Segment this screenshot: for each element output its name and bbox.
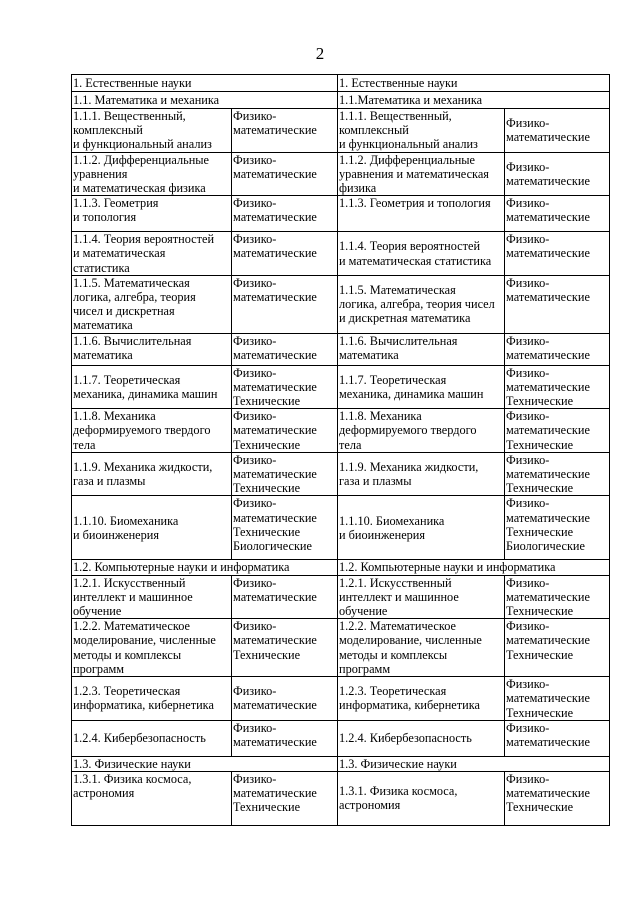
specialty-name-old: 1.1.6. Вычислительная математика bbox=[72, 333, 232, 365]
specialty-name-old: 1.2.1. Искусственный интеллект и машинное обучение bbox=[72, 575, 232, 619]
specialty-name-new: 1.1.5. Математическая логика, алгебра, теория чисел и дискретная математика bbox=[338, 275, 505, 333]
specialty-name-old: 1.1.2. Дифференциальные уравнения и математическая физика bbox=[72, 152, 232, 196]
table-row bbox=[72, 496, 610, 560]
table-row bbox=[72, 409, 610, 453]
specialty-name-new: 1.1.9. Механика жидкости, газа и плазмы bbox=[338, 452, 505, 496]
specialty-name-new: 1.1.2. Дифференциальные уравнения и математическая физика bbox=[338, 152, 505, 196]
specialty-name-new: 1.1.3. Геометрия и топология bbox=[338, 196, 505, 232]
science-branch-old: Физико- математические bbox=[232, 677, 338, 721]
science-branch-new: Физико- математические bbox=[505, 196, 610, 232]
table-row bbox=[72, 365, 610, 409]
section-row bbox=[72, 560, 610, 575]
table-body bbox=[72, 75, 610, 826]
specialty-name-new: 1.1.6. Вычислительная математика bbox=[338, 333, 505, 365]
science-branch-old: Физико- математические bbox=[232, 152, 338, 196]
science-branch-new: Физико- математические Технические bbox=[505, 365, 610, 409]
specialty-name-new: 1.1.8. Механика деформируемого твердого тела bbox=[338, 409, 505, 453]
science-branch-old: Физико- математические bbox=[232, 196, 338, 232]
specialty-name-new: 1.2.2. Математическое моделирование, численные методы и комплексы программ bbox=[338, 619, 505, 677]
section-row bbox=[72, 92, 610, 109]
science-branch-new: Физико- математические Технические bbox=[505, 677, 610, 721]
specialty-name-old: 1.1.1. Вещественный, комплексный и функциональный анализ bbox=[72, 109, 232, 153]
table-row bbox=[72, 575, 610, 619]
specialty-name-old: 1.2.4. Кибербезопасность bbox=[72, 720, 232, 756]
specialty-name-new: 1.1.4. Теория вероятностей и математическая статистика bbox=[338, 232, 505, 276]
specialty-name-old: 1.1.4. Теория вероятностей и математическая статистика bbox=[72, 232, 232, 276]
table-row bbox=[72, 152, 610, 196]
science-branch-old: Физико- математические Технические bbox=[232, 409, 338, 453]
specialty-name-new: 1.2.4. Кибербезопасность bbox=[338, 720, 505, 756]
table-row bbox=[72, 232, 610, 276]
science-branch-new: Физико- математические Технические Биологические bbox=[505, 496, 610, 560]
specialty-name-new: 1.1.10. Биомеханика и биоинженерия bbox=[338, 496, 505, 560]
section-heading-left: 1.1. Математика и механика bbox=[72, 92, 338, 109]
section-heading-left: 1.3. Физические науки bbox=[72, 756, 338, 771]
specialty-name-old: 1.3.1. Физика космоса, астрономия bbox=[72, 771, 232, 825]
science-branch-old: Физико- математические Технические bbox=[232, 619, 338, 677]
table-row bbox=[72, 275, 610, 333]
table-row bbox=[72, 619, 610, 677]
science-branch-new: Физико- математические Технические bbox=[505, 452, 610, 496]
science-branch-old: Физико- математические bbox=[232, 575, 338, 619]
specialty-name-old: 1.1.7. Теоретическая механика, динамика машин bbox=[72, 365, 232, 409]
section-row bbox=[72, 756, 610, 771]
specialty-name-new: 1.2.1. Искусственный интеллект и машинное обучение bbox=[338, 575, 505, 619]
section-heading-right: 1. Естественные науки bbox=[338, 75, 610, 92]
specialty-name-old: 1.1.5. Математическая логика, алгебра, теория чисел и дискретная математика bbox=[72, 275, 232, 333]
table-row bbox=[72, 109, 610, 153]
table-row bbox=[72, 452, 610, 496]
science-branch-new: Физико- математические bbox=[505, 275, 610, 333]
science-branch-new: Физико- математические bbox=[505, 152, 610, 196]
science-branch-old: Физико- математические Технические bbox=[232, 365, 338, 409]
specialty-name-old: 1.2.3. Теоретическая информатика, кибернетика bbox=[72, 677, 232, 721]
specialty-name-new: 1.1.1. Вещественный, комплексный и функциональный анализ bbox=[338, 109, 505, 153]
table-row bbox=[72, 196, 610, 232]
science-branch-new: Физико- математические bbox=[505, 109, 610, 153]
science-branch-old: Физико- математические bbox=[232, 333, 338, 365]
science-branch-old: Физико- математические Технические bbox=[232, 771, 338, 825]
table-row bbox=[72, 771, 610, 825]
section-heading-right: 1.2. Компьютерные науки и информатика bbox=[338, 560, 610, 575]
science-branch-old: Физико- математические bbox=[232, 232, 338, 276]
specialty-name-old: 1.1.3. Геометрия и топология bbox=[72, 196, 232, 232]
specialty-name-new: 1.2.3. Теоретическая информатика, кибернетика bbox=[338, 677, 505, 721]
science-branch-new: Физико- математические bbox=[505, 720, 610, 756]
science-branch-old: Физико- математические Технические Биологические bbox=[232, 496, 338, 560]
science-branch-new: Физико- математические Технические bbox=[505, 771, 610, 825]
specialties-comparison-table bbox=[71, 74, 610, 826]
specialty-name-new: 1.1.7. Теоретическая механика, динамика машин bbox=[338, 365, 505, 409]
table-row bbox=[72, 677, 610, 721]
science-branch-old: Физико- математические Технические bbox=[232, 452, 338, 496]
science-branch-old: Физико- математические bbox=[232, 720, 338, 756]
section-heading-right: 1.1.Математика и механика bbox=[338, 92, 610, 109]
science-branch-new: Физико- математические Технические bbox=[505, 575, 610, 619]
table-row bbox=[72, 720, 610, 756]
science-branch-old: Физико- математические bbox=[232, 109, 338, 153]
section-heading-left: 1. Естественные науки bbox=[72, 75, 338, 92]
specialty-name-old: 1.2.2. Математическое моделирование, численные методы и комплексы программ bbox=[72, 619, 232, 677]
specialty-name-old: 1.1.8. Механика деформируемого твердого тела bbox=[72, 409, 232, 453]
science-branch-old: Физико- математические bbox=[232, 275, 338, 333]
science-branch-new: Физико- математические Технические bbox=[505, 619, 610, 677]
section-heading-left: 1.2. Компьютерные науки и информатика bbox=[72, 560, 338, 575]
science-branch-new: Физико- математические bbox=[505, 333, 610, 365]
specialty-name-old: 1.1.9. Механика жидкости, газа и плазмы bbox=[72, 452, 232, 496]
page-number: 2 bbox=[315, 44, 325, 63]
specialty-name-old: 1.1.10. Биомеханика и биоинженерия bbox=[72, 496, 232, 560]
science-branch-new: Физико- математические Технические bbox=[505, 409, 610, 453]
specialty-name-new: 1.3.1. Физика космоса, астрономия bbox=[338, 771, 505, 825]
section-row bbox=[72, 75, 610, 92]
table-row bbox=[72, 333, 610, 365]
science-branch-new: Физико- математические bbox=[505, 232, 610, 276]
section-heading-right: 1.3. Физические науки bbox=[338, 756, 610, 771]
